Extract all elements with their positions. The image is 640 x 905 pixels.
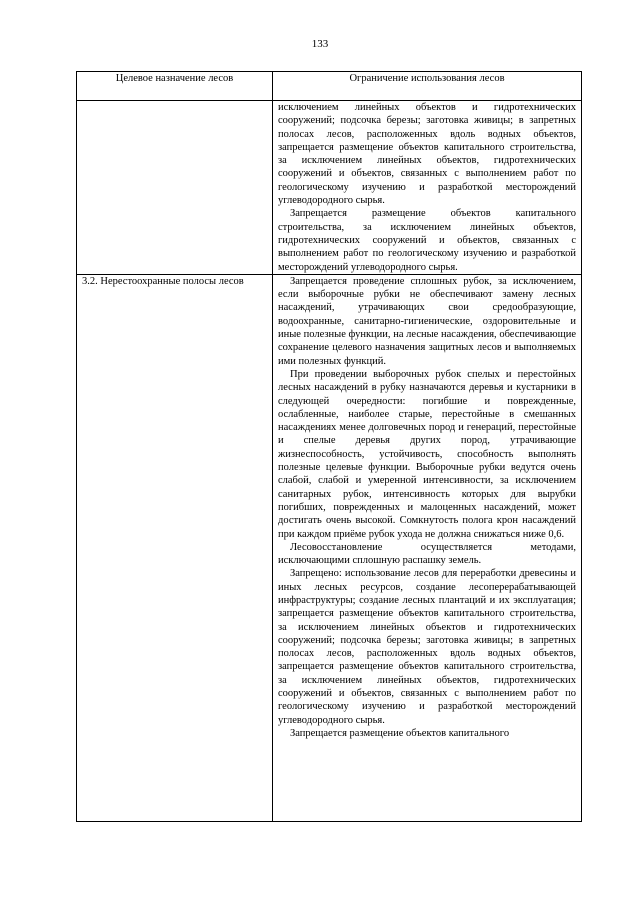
row1-paragraph: исключением линейных объектов и гидротехнических сооружений; подсочка березы; заготовка живицы; в запретных полосах лесов, расположенных вдоль водных объектов, запрещается размещение объектов капитального строительства, за исключением линейных объектов, гидротехнических сооружений и объектов, связанных с выполнением работ по геологическому изучению и разработкой месторождений углеводородного сырья. <box>278 102 576 207</box>
row2-paragraph: При проведении выборочных рубок спелых и перестойных лесных насаждений в рубку назначаются деревья и кустарники в следующей очередности: погибшие и поврежденные, ослабленные, наиболее старые, перестойные в смешанных насаждениях менее долговечных пород и генераций, перестойные и спелые деревья других пород, утрачивающие жизнеспособность, устойчивость, способность выполнять полезные целевые функции. Выборочные рубки ведутся очень слабой, слабой и умеренной интенсивности, за исключением санитарных рубок, интенсивность которых для вырубки погибших, поврежденных и малоценных насаждений, может достигать очень высокой. Сомкнутость полога крон насаждений при каждом приёме рубок ухода не должна снижаться ниже 0,6. <box>278 368 576 540</box>
row1-restriction-cell <box>273 101 582 275</box>
row1-paragraph: Запрещается размещение объектов капитального строительства, за исключением линейных объектов, гидротехнических сооружений и объектов, связанных с выполнением работ по геологическому изучению и разработкой месторождений углеводородного сырья. <box>278 208 576 273</box>
row2-purpose-cell: 3.2. Нерестоохранные полосы лесов <box>77 274 273 821</box>
row2-restriction-cell <box>273 274 582 821</box>
row1-purpose-cell <box>77 101 273 275</box>
header-restriction: Ограничение использования лесов <box>273 72 582 101</box>
forest-restrictions-table <box>76 71 582 822</box>
row2-paragraph: Запрещается проведение сплошных рубок, за исключением, если выборочные рубки не обеспечивают замену лесных насаждений, утрачивающих свои средообразующие, водоохранные, санитарно-гигиенические, оздоровительные и иные полезные функции, на лесные насаждения, обеспечивающие сохранение целевого назначения защитных лесов и выполняемых ими полезных функций. <box>278 275 576 367</box>
table-row <box>77 274 582 821</box>
row2-paragraph: Запрещается размещение объектов капитального <box>290 727 510 739</box>
page-number: 133 <box>311 38 329 50</box>
table-header-row <box>77 72 582 101</box>
header-purpose: Целевое назначение лесов <box>77 72 273 101</box>
table-row <box>77 101 582 275</box>
row2-paragraph: Лесовосстановление осуществляется методами, исключающими сплошную распашку земель. <box>278 541 576 567</box>
row2-paragraph: Запрещено: использование лесов для переработки древесины и иных лесных ресурсов, создание лесоперерабатывающей инфраструктуры; создание лесных плантаций и их эксплуатация; запрещается размещение объектов капитального строительства, за исключением линейных объектов и гидротехнических сооружений; подсочка березы; заготовка живицы; в запретных полосах лесов, расположенных вдоль водных объектов, запрещается размещение объектов капитального строительства, за исключением линейных объектов, гидротехнических сооружений и объектов, связанных с выполнением работ по геологическому изучению и разработкой месторождений углеводородного сырья. <box>278 568 576 726</box>
